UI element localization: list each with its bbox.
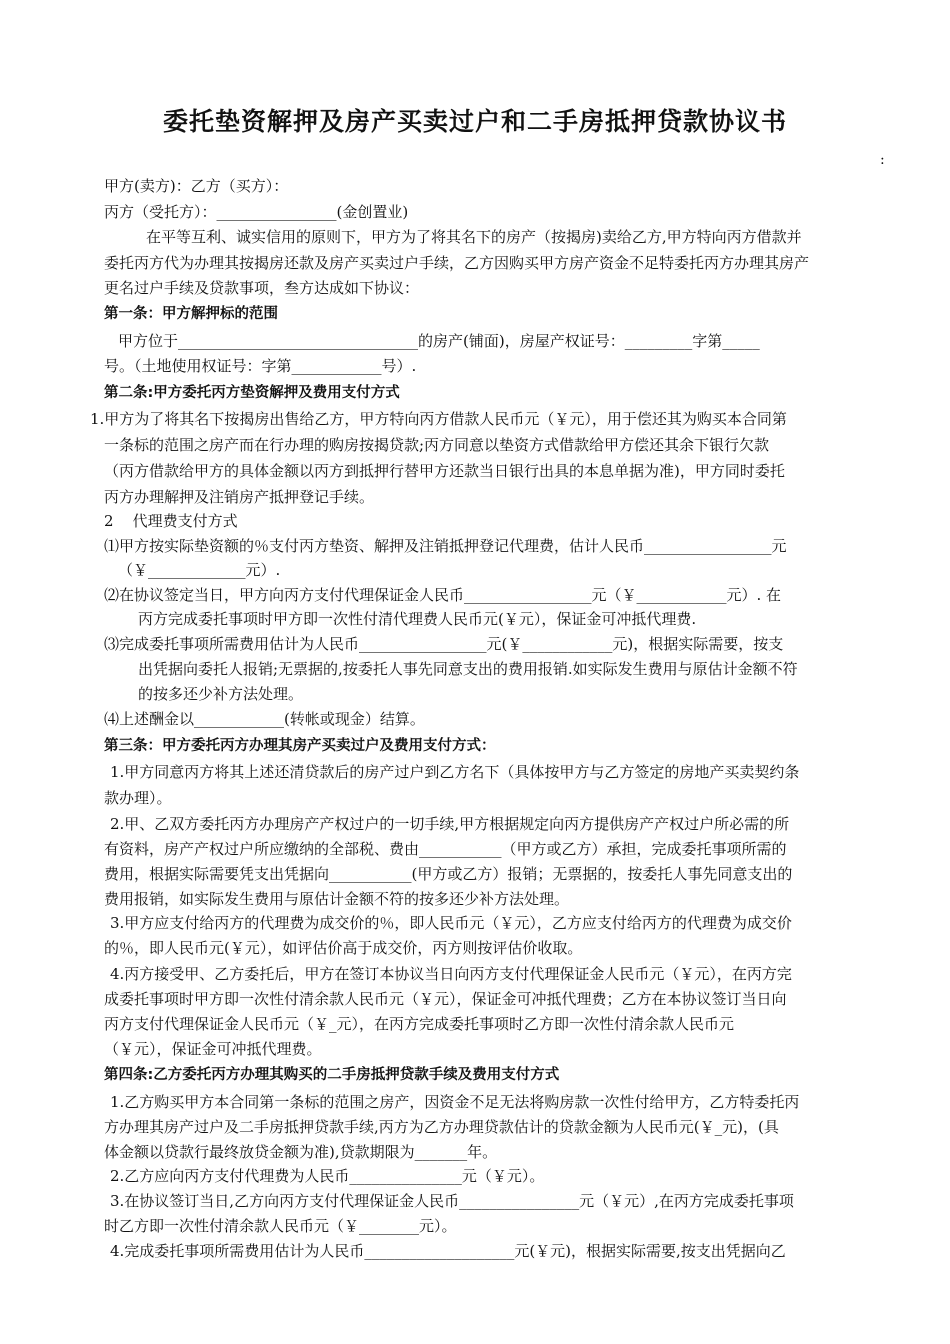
article-1-line: 号。（土地使用权证号：字第____________号）. (104, 357, 417, 375)
article-2-line: ⑷上述酬金以____________(转帐或现金）结算。 (104, 710, 425, 728)
article-3-heading: 第三条：甲方委托丙方办理其房产买卖过户及费用支付方式： (104, 738, 496, 754)
preamble-line: 在平等互利、诚实信用的原则下，甲方为了将其名下的房产（按揭房)卖给乙方,甲方特向丙方借款并 (146, 228, 802, 246)
article-3-line: 4.丙方接受甲、乙方委托后，甲方在签订本协议当日向丙方支付代理保证金人民币元（￥元），在丙方完 (110, 965, 792, 983)
article-4-heading: 第四条:乙方委托丙方办理其购买的二手房抵押贷款手续及费用支付方式 (104, 1067, 560, 1083)
article-2-line: ⑴甲方按实际垫资额的％支付丙方垫资、解押及注销抵押登记代理费，估计人民币_________________元 (104, 537, 787, 555)
article-2-line: 丙方完成委托事项时甲方即一次性付清代理费人民币元(￥元），保证金可冲抵代理费. (138, 610, 697, 628)
article-3-line: 丙方支付代理保证金人民币元（￥_元），在丙方完成委托事项时乙方即一次性付清余款人民币元 (104, 1015, 735, 1033)
top-right-mark: : (880, 152, 885, 168)
article-3-line: 2.甲、乙双方委托丙方办理房产产权过户的一切手续,甲方根据规定向丙方提供房产产权过户所必需的所 (110, 815, 790, 833)
article-1-heading: 第一条：甲方解押标的范围 (104, 306, 278, 322)
article-2-heading: 第二条:甲方委托丙方垫资解押及费用支付方式 (104, 385, 400, 401)
article-3-line: 款办理）。 (104, 789, 172, 807)
article-2-line: ⑶完成委托事项所需费用估计为人民币_________________元(￥____________元)，根据实际需要，按支 (104, 635, 784, 653)
document-title: 委托垫资解押及房产买卖过户和二手房抵押贷款协议书 (162, 107, 787, 136)
article-2-line: 丙方办理解押及注销房产抵押登记手续。 (104, 488, 375, 506)
article-3-line: 3.甲方应支付给丙方的代理费为成交价的％，即人民币元（￥元），乙方应支付给丙方的代理费为成交价 (110, 914, 792, 932)
article-3-line: 1.甲方同意丙方将其上述还清贷款后的房产过户到乙方名下（具体按甲方与乙方签定的房地产买卖契约条 (110, 763, 800, 781)
preamble-line: 更名过户手续及贷款事项，叁方达成如下协议： (104, 279, 420, 297)
article-1-line: 甲方位于________________________________的房产(铺面)，房屋产权证号：_________字第_____ (118, 332, 760, 350)
article-4-line: 1.乙方购买甲方本合同第一条标的范围之房产，因资金不足无法将购房款一次性付给甲方，乙方特委托丙 (110, 1093, 800, 1111)
article-4-line: 3.在协议签订当日,乙方向丙方支付代理保证金人民币________________元（￥元）,在丙方完成委托事项 (110, 1192, 794, 1210)
article-2-line: ⑵在协议签定当日，甲方向丙方支付代理保证金人民币_________________元（￥____________元）. 在 (104, 586, 782, 604)
article-3-line: （￥元），保证金可冲抵代理费。 (104, 1040, 322, 1058)
article-3-line: 费用报销，如实际发生费用与原估计金额不符的按多还少补方法处理。 (104, 890, 570, 908)
article-2-line: 1.甲方为了将其名下按揭房出售给乙方，甲方特向丙方借款人民币元（￥元），用于偿还其为购买本合同第 (90, 410, 787, 428)
article-3-line: 的％，即人民币元(￥元），如评估价高于成交价，丙方则按评估价收取。 (104, 939, 583, 957)
article-4-line: 时乙方即一次性付清余款人民币元（￥________元）。 (104, 1217, 457, 1235)
party-ab-line: 甲方(卖方)：乙方（买方）： (104, 177, 289, 195)
article-4-line: 体金额以贷款行最终放贷金额为准),贷款期限为_______年。 (104, 1143, 498, 1161)
article-2-line: 一条标的范围之房产而在行办理的购房按揭贷款;丙方同意以垫资方式借款给甲方偿还其余下银行欠款 (104, 436, 770, 454)
article-4-line: 2.乙方应向丙方支付代理费为人民币_______________元（￥元）。 (110, 1167, 545, 1185)
article-3-line: 有资料，房产产权过户所应缴纳的全部税、费由___________（甲方或乙方）承担，完成委托事项所需的 (104, 840, 787, 858)
article-2-line: （￥_____________元）. (118, 561, 281, 579)
preamble-line: 委托丙方代为办理其按揭房还款及房产买卖过户手续，乙方因购买甲方房产资金不足特委托丙方办理其房产 (104, 254, 810, 272)
party-c-line: 丙方（受托方）：________________(金创置业) (104, 203, 409, 221)
article-2-line: 的按多还少补方法处理。 (138, 685, 304, 703)
article-4-line: 方办理其房产过户及二手房抵押贷款手续,丙方为乙方办理贷款估计的贷款金额为人民币元(￥_元)，(具 (104, 1118, 779, 1136)
article-3-line: 成委托事项时甲方即一次性付清余款人民币元（￥元），保证金可冲抵代理费；乙方在本协议签订当日向 (104, 990, 787, 1008)
article-4-line: 4.完成委托事项所需费用估计为人民币____________________元(￥元)，根据实际需要,按支出凭据向乙 (110, 1242, 786, 1260)
article-2-line: 出凭据向委托人报销;无票据的,按委托人事先同意支出的费用报销.如实际发生费用与原估计金额不符 (138, 660, 798, 678)
article-2-line: （丙方借款给甲方的具体金额以丙方到抵押行替甲方还款当日银行出具的本息单据为准)，甲方同时委托 (104, 462, 785, 480)
article-2-line: 2 代理费支付方式 (104, 512, 238, 530)
article-3-line: 费用，根据实际需要凭支出凭据向___________(甲方或乙方）报销；无票据的，按委托人事先同意支出的 (104, 865, 793, 883)
